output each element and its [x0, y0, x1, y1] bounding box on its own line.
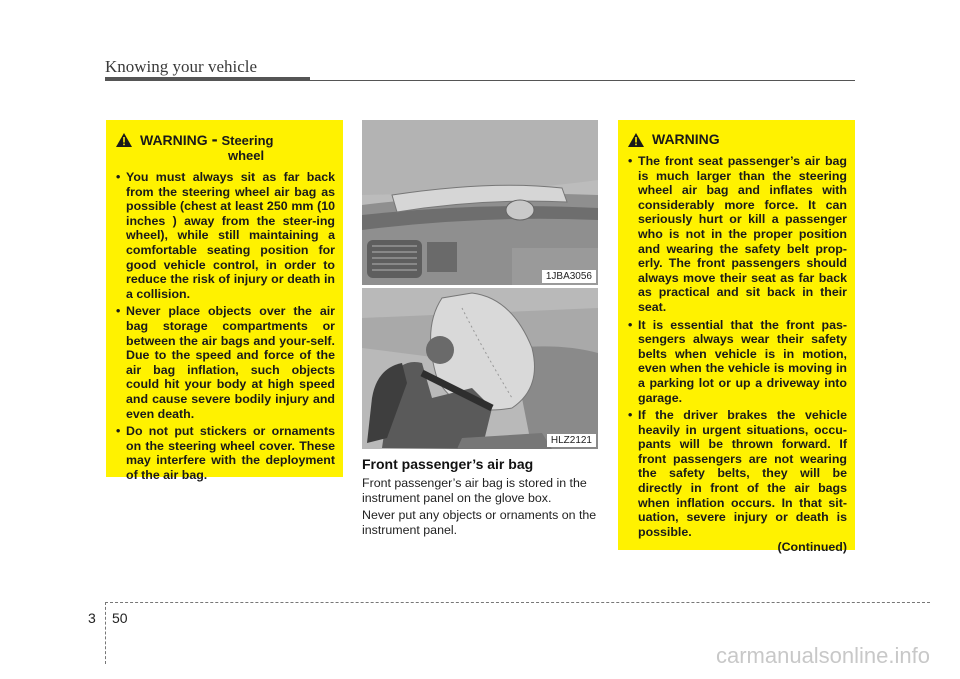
list-item: • The front seat passenger’s air bag is much larger than the steering wheel air bag and inflates with considerably more force. It can seriously hurt or kill a passenger who is not in the proper position and wearing the safety belt prop-erly. The front passengers should always move their seat as far back as practical and sit back in their seat. [628, 154, 847, 315]
passenger-airbag-illustration [362, 288, 598, 449]
chapter-number: 3 [88, 610, 96, 626]
warning-title [628, 132, 847, 147]
list-item: • You must always sit as far back from the steering wheel air bag as possible (chest at least 250 mm (10 inches ) away from the steer-ing wheel), while still maintaining a comfortable seating position for good vehicle control, in order to reduce the risk of injury or death in a collision. [116, 170, 335, 301]
list-item: • Never place objects over the air bag storage compartments or between the air bags and your-self. Due to the speed and force of the air bag inflation, such objects could hit your body at high speed and cause severe bodily injury and even death. [116, 304, 335, 421]
warning-dash: - [211, 129, 218, 149]
header-title: Knowing your vehicle [105, 57, 258, 76]
warning-box-steering-wheel [106, 120, 343, 482]
section-title: Front passenger’s air bag [362, 456, 534, 472]
airbag-drawing [362, 288, 598, 449]
dashboard-airbag-illustration [362, 120, 598, 285]
warning-list [628, 154, 847, 539]
dashboard-drawing [362, 120, 598, 285]
body-paragraph: Front passenger’s air bag is stored in the instrument panel on the glove box. [362, 476, 587, 505]
warning-list [116, 170, 335, 482]
warning-subtitle-line1: Steering [221, 133, 274, 148]
warning-triangle-icon [628, 133, 644, 147]
watermark: carmanualsonline.info [715, 643, 930, 668]
footer-rule [105, 602, 930, 603]
continued-label: (Continued) [777, 540, 847, 555]
list-item: • If the driver brakes the vehicle heavily in urgent situations, occu-pants will be thrown forward. If front passengers are not wearing the safety belts, they will be directly in front of the air bags when inflation occurs. In that sit-uation, severe injury or death is possible. [628, 408, 847, 539]
warning-title [116, 129, 335, 163]
figure-code: HLZ2121 [547, 434, 596, 447]
warning-box-passenger [618, 120, 855, 555]
warning-label: WARNING [652, 131, 720, 147]
footer-divider [105, 602, 106, 664]
body-paragraph: Never put any objects or ornaments on the instrument panel. [362, 508, 597, 537]
page-number: 50 [112, 610, 128, 626]
warning-label: WARNING [140, 132, 208, 148]
list-item: • It is essential that the front pas-sengers always wear their safety belts when vehicle is in motion, even when the vehicle is moving in a parking lot or up a driveway into garage. [628, 318, 847, 406]
figure-code: 1JBA3056 [542, 270, 596, 283]
header-rule [105, 80, 855, 81]
list-item: • Do not put stickers or ornaments on the steering wheel cover. These may interfere with the deployment of the air bag. [116, 424, 335, 482]
warning-triangle-icon [116, 133, 132, 147]
warning-subtitle-line2: wheel [228, 148, 265, 163]
